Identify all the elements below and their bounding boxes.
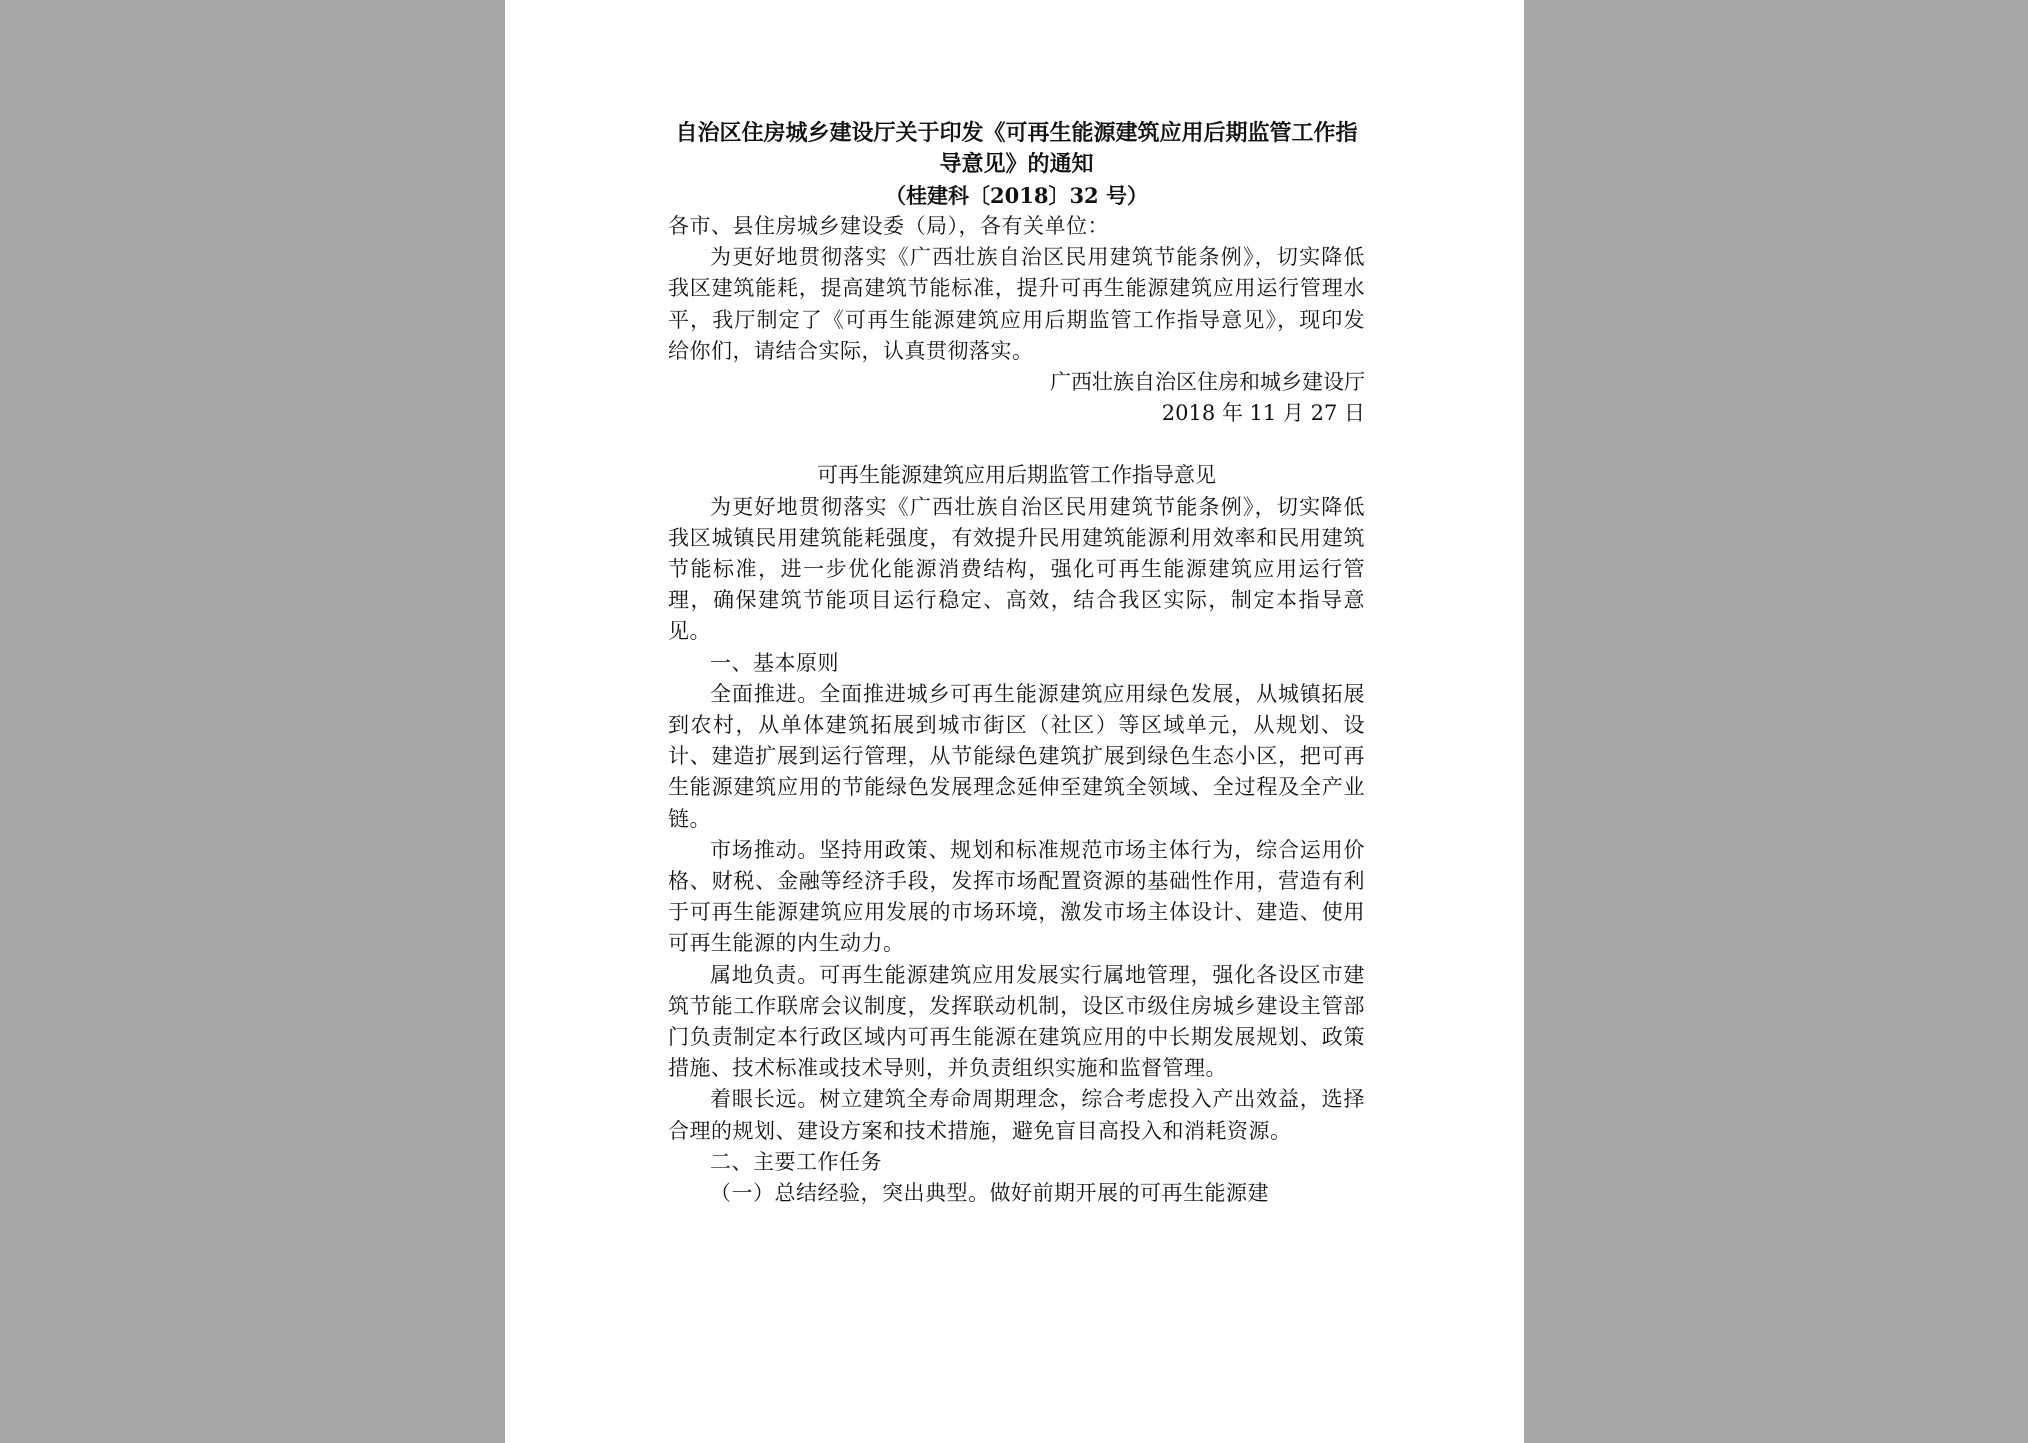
principle-market: 市场推动。坚持用政策、规划和标准规范市场主体行为，综合运用价格、财税、金融等经济手段，发挥市场配置资源的基础性作用，营造有利于可再生能源建筑应用发展的市场环境，激发市场主体设计、建造、使用可再生能源的内生动力。	[668, 837, 1365, 956]
document-number: （桂建科〔2018〕32 号）	[885, 183, 1148, 208]
notice-title: 自治区住房城乡建设厅关于印发《可再生能源建筑应用后期监管工作指导意见》的通知	[675, 120, 1358, 177]
issue-date: 2018 年 11 月 27 日	[1161, 401, 1365, 426]
principle-comprehensive: 全面推进。全面推进城乡可再生能源建筑应用绿色发展，从城镇拓展到农村，从单体建筑拓展到城市街区（社区）等区域单元，从规划、设计、建造扩展到运行管理，从节能绿色建筑扩展到绿色生态小区，把可再生能源建筑应用的节能绿色发展理念延伸至建筑全领域、全过程及全产业链。	[668, 681, 1365, 831]
issuer: 广西壮族自治区住房和城乡建设厅	[1050, 370, 1365, 395]
document-content	[668, 118, 1365, 1209]
spacer	[668, 429, 1365, 460]
section-heading-principles: 一、基本原则	[710, 650, 839, 675]
document-page	[505, 0, 1524, 1443]
task-summary-experience: （一）总结经验，突出典型。做好前期开展的可再生能源建	[710, 1181, 1269, 1206]
guide-title: 可再生能源建筑应用后期监管工作指导意见	[817, 463, 1216, 488]
section-heading-tasks: 二、主要工作任务	[710, 1149, 882, 1174]
salutation: 各市、县住房城乡建设委（局），各有关单位：	[668, 214, 1109, 238]
guide-intro: 为更好地贯彻落实《广西壮族自治区民用建筑节能条例》，切实降低我区城镇民用建筑能耗强度，有效提升民用建筑能源利用效率和民用建筑节能标准，进一步优化能源消费结构，强化可再生能源建筑应用运行管理，确保建筑节能项目运行稳定、高效，结合我区实际，制定本指导意见。	[668, 494, 1365, 644]
principle-long-term: 着眼长远。树立建筑全寿命周期理念，综合考虑投入产出效益，选择合理的规划、建设方案和技术措施，避免盲目高投入和消耗资源。	[668, 1087, 1365, 1143]
principle-territorial: 属地负责。可再生能源建筑应用发展实行属地管理，强化各设区市建筑节能工作联席会议制度，发挥联动机制，设区市级住房城乡建设主管部门负责制定本行政区域内可再生能源在建筑应用的中长期发展规划、政策措施、技术标准或技术导则，并负责组织实施和监督管理。	[668, 962, 1365, 1081]
notice-body: 为更好地贯彻落实《广西壮族自治区民用建筑节能条例》，切实降低我区建筑能耗，提高建筑节能标准，提升可再生能源建筑应用运行管理水平，我厅制定了《可再生能源建筑应用后期监管工作指导意见》，现印发给你们，请结合实际，认真贯彻落实。	[668, 245, 1365, 363]
